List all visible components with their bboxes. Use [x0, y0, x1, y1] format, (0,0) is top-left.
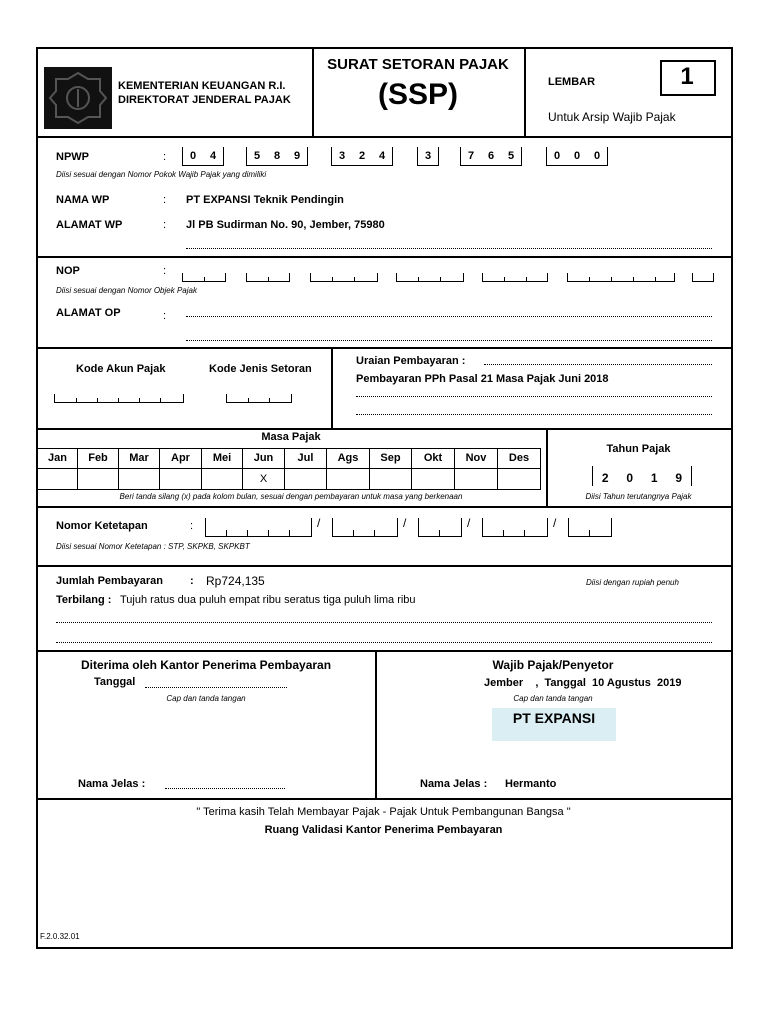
colon: : [163, 265, 167, 277]
receiver-name-line[interactable] [165, 788, 285, 789]
month-cell[interactable] [37, 468, 78, 490]
month-cell[interactable] [77, 468, 119, 490]
sheet-purpose: Untuk Arsip Wajib Pajak [548, 110, 676, 124]
ministry-name: KEMENTERIAN KEUANGAN R.I. [118, 80, 286, 92]
divider [36, 650, 731, 652]
month-header: Sep [369, 448, 412, 469]
receiver-title: Diterima oleh Kantor Penerima Pembayaran [80, 658, 332, 672]
month-header: Jan [37, 448, 78, 469]
month-header: Okt [411, 448, 455, 469]
sheet-label: LEMBAR [548, 76, 596, 88]
words-value[interactable]: Tujuh ratus dua puluh empat ribu seratus tiga puluh lima ribu [120, 594, 416, 606]
month-cell[interactable] [411, 468, 455, 490]
month-header: Jul [284, 448, 327, 469]
year-digit: 0 [626, 471, 634, 485]
colon: : [163, 219, 167, 231]
month-cell[interactable] [326, 468, 370, 490]
ministry-logo [44, 67, 112, 129]
year-digit: 2 [601, 471, 609, 485]
period-hint: Beri tanda silang (x) pada kolom bulan, sesuai dengan pembayaran untuk masa yang berkenaan [119, 492, 463, 501]
payer-title: Wajib Pajak/Penyetor [492, 658, 614, 672]
deposit-type-label: Kode Jenis Setoran [209, 363, 312, 375]
colon: : [163, 194, 167, 206]
period-title: Masa Pajak [261, 431, 321, 443]
receiver-stamp-hint: Cap dan tanda tangan [166, 694, 246, 703]
address-line [186, 248, 712, 249]
nop-label: NOP [56, 265, 80, 277]
divider [524, 47, 526, 137]
description-line [356, 414, 712, 415]
npwp-digit: 0 [553, 150, 561, 162]
colon: : [190, 575, 194, 587]
npwp-digit: 4 [378, 150, 386, 162]
company-stamp-text: PT EXPANSI [512, 710, 596, 726]
month-cell[interactable] [118, 468, 160, 490]
name-value[interactable]: PT EXPANSI Teknik Pendingin [186, 194, 344, 206]
npwp-hint: Diisi sesuai dengan Nomor Pokok Wajib Pajak yang dimiliki [56, 170, 267, 179]
description-line [484, 364, 712, 365]
sheet-number: 1 [680, 63, 694, 90]
receiver-date-line[interactable] [145, 687, 287, 688]
year-hint: Diisi Tahun terutangnya Pajak [585, 492, 692, 501]
month-header: Apr [159, 448, 202, 469]
month-cell[interactable] [454, 468, 498, 490]
assessment-hint: Diisi sesuai Nomor Ketetapan : STP, SKPKB, SKPKBT [56, 542, 250, 551]
description-value[interactable]: Pembayaran PPh Pasal 21 Masa Pajak Juni 2018 [356, 373, 609, 385]
year-digit: 9 [675, 471, 683, 485]
divider [36, 347, 731, 349]
payer-stamp-hint: Cap dan tanda tangan [513, 694, 593, 703]
object-address-label: ALAMAT OP [56, 307, 121, 319]
year-digit: 1 [650, 471, 658, 485]
npwp-digit: 2 [358, 150, 366, 162]
colon: : [163, 310, 167, 322]
month-header: Jun [242, 448, 285, 469]
divider [375, 650, 377, 799]
payer-place-date: Jember , Tanggal 10 Agustus 2019 [484, 677, 682, 689]
npwp-digit: 4 [209, 150, 217, 162]
words-line [56, 622, 712, 623]
divider [36, 565, 731, 567]
nop-hint: Diisi sesuai dengan Nomor Objek Pajak [56, 286, 197, 295]
year-field[interactable] [592, 466, 692, 486]
divider [36, 798, 731, 800]
npwp-digit: 3 [424, 150, 432, 162]
month-header: Mar [118, 448, 160, 469]
divider [36, 256, 731, 258]
receiver-date-label: Tanggal [94, 676, 136, 688]
month-header: Nov [454, 448, 498, 469]
validation-area-label: Ruang Validasi Kantor Penerima Pembayaran [264, 824, 503, 836]
description-line [356, 396, 712, 397]
receiver-name-label: Nama Jelas : [78, 778, 146, 790]
month-header: Ags [326, 448, 370, 469]
npwp-digit: 5 [507, 150, 515, 162]
npwp-digit: 6 [487, 150, 495, 162]
month-header: Des [497, 448, 541, 469]
words-label: Terbilang : [56, 594, 112, 606]
npwp-label: NPWP [56, 151, 89, 163]
npwp-digit: 0 [189, 150, 197, 162]
npwp-digit: 7 [467, 150, 475, 162]
divider [36, 428, 731, 430]
name-label: NAMA WP [56, 194, 110, 206]
npwp-digit: 9 [293, 150, 301, 162]
amount-hint: Diisi dengan rupiah penuh [586, 578, 679, 587]
divider [36, 136, 731, 138]
payer-name-label: Nama Jelas : [420, 778, 488, 790]
directorate-name: DIREKTORAT JENDERAL PAJAK [118, 94, 291, 106]
month-cell[interactable] [159, 468, 202, 490]
month-cell[interactable] [284, 468, 327, 490]
colon: : [190, 520, 194, 532]
month-cell[interactable] [369, 468, 412, 490]
colon: : [163, 151, 167, 163]
form-code: (SSP) [377, 78, 458, 111]
payer-name-value: Hermanto [505, 778, 557, 790]
slogan: " Terima kasih Telah Membayar Pajak - Pajak Untuk Pembangunan Bangsa " [196, 806, 571, 818]
amount-label: Jumlah Pembayaran [56, 575, 163, 587]
month-header: Mei [201, 448, 243, 469]
address-label: ALAMAT WP [56, 219, 123, 231]
month-cell[interactable] [497, 468, 541, 490]
address-value[interactable]: Jl PB Sudirman No. 90, Jember, 75980 [186, 219, 385, 231]
description-label: Uraian Pembayaran : [356, 355, 466, 367]
words-line [56, 642, 712, 643]
year-label: Tahun Pajak [606, 443, 671, 455]
month-cell[interactable]: X [242, 468, 285, 490]
divider [36, 506, 731, 508]
npwp-digit: 3 [338, 150, 346, 162]
amount-value[interactable]: Rp724,135 [206, 574, 265, 588]
form-title: SURAT SETORAN PAJAK [327, 56, 509, 73]
month-table [37, 448, 546, 490]
form-id: F.2.0.32.01 [40, 932, 80, 941]
month-cell[interactable] [201, 468, 243, 490]
object-address-line[interactable] [186, 340, 712, 341]
assessment-label: Nomor Ketetapan [56, 520, 148, 532]
npwp-digit: 5 [253, 150, 261, 162]
month-header: Feb [77, 448, 119, 469]
divider [331, 347, 333, 429]
npwp-digit: 0 [573, 150, 581, 162]
npwp-digit: 0 [593, 150, 601, 162]
npwp-digit: 8 [273, 150, 281, 162]
account-code-label: Kode Akun Pajak [76, 363, 166, 375]
object-address-line[interactable] [186, 316, 712, 317]
